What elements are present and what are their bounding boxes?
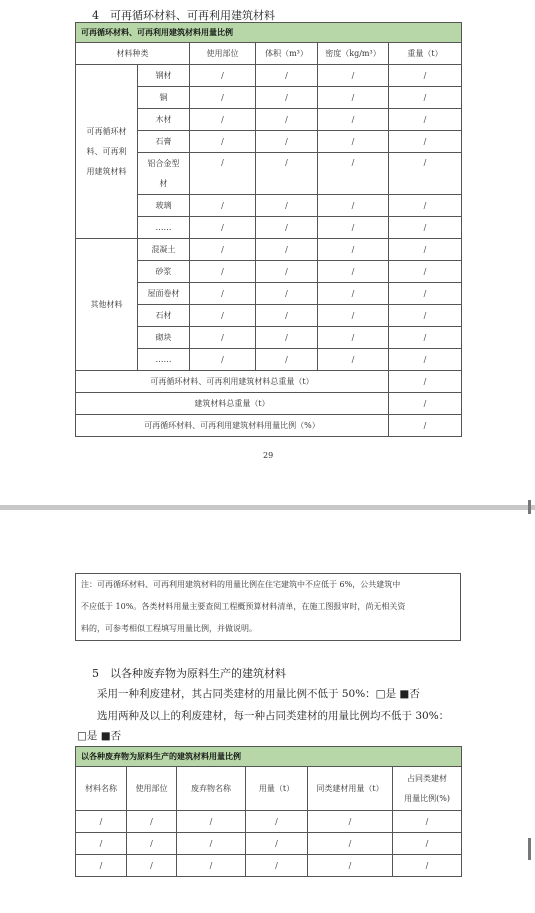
cell-weight: / [389, 305, 462, 327]
cell: / [76, 811, 127, 833]
material-name: 木材 [138, 109, 190, 131]
cell-summary-value: / [389, 393, 462, 415]
cell: / [127, 833, 177, 855]
cell-usage: / [190, 305, 256, 327]
cell-density: / [318, 65, 389, 87]
cell: / [177, 833, 246, 855]
cell: / [393, 811, 462, 833]
cell-usage: / [190, 217, 256, 239]
page-break-divider [0, 505, 535, 510]
cell-density: / [318, 261, 389, 283]
cell-summary-value: / [389, 415, 462, 437]
header-volume: 体积（m³） [256, 43, 318, 65]
header-density: 密度（kg/m³） [318, 43, 389, 65]
cell-volume: / [256, 283, 318, 305]
cell-density: / [318, 195, 389, 217]
cell: / [127, 811, 177, 833]
single-waste-material-question: 采用一种利废建材，其占同类建材的用量比例不低于 50%：□是 ■否 [97, 688, 420, 700]
cell-usage: / [190, 283, 256, 305]
cell: / [76, 833, 127, 855]
material-name: 石膏 [138, 131, 190, 153]
material-name: 石材 [138, 305, 190, 327]
header-usage-part: 使用部位 [190, 43, 256, 65]
cell-usage: / [190, 261, 256, 283]
cell-usage: / [190, 349, 256, 371]
page-number: 29 [263, 451, 274, 460]
material-name-line: 材 [159, 178, 168, 188]
material-name [138, 153, 190, 195]
cell-weight: / [389, 239, 462, 261]
cell-weight: / [389, 327, 462, 349]
cell-volume: / [256, 131, 318, 153]
cell-density: / [318, 217, 389, 239]
cell-density: / [318, 109, 389, 131]
cell-volume: / [256, 261, 318, 283]
cell-usage: / [190, 195, 256, 217]
material-name: 玻璃 [138, 195, 190, 217]
material-name: 砌块 [138, 327, 190, 349]
cell: / [246, 855, 308, 877]
material-name-line: 铝合金型 [147, 158, 180, 168]
note-box [75, 573, 461, 641]
cell-weight: / [389, 349, 462, 371]
cell: / [76, 855, 127, 877]
note-line: 注：可再循环材料、可再利用建筑材料的用量比例在住宅建筑中不应低于 6%，公共建筑中 [81, 580, 401, 589]
cell-usage: / [190, 131, 256, 153]
table-title: 可再循环材料、可再利用建筑材料用量比例 [76, 23, 462, 43]
header-waste-name: 废弃物名称 [177, 767, 246, 811]
cell-usage: / [190, 153, 256, 195]
material-name: …… [138, 349, 190, 371]
header-usage-part: 使用部位 [127, 767, 177, 811]
cell: / [393, 833, 462, 855]
header-ratio-line: 用量比例(%) [404, 793, 450, 803]
cell: / [308, 811, 393, 833]
cell-usage: / [190, 327, 256, 349]
cell-volume: / [256, 327, 318, 349]
section-title-4: 4 可再循环材料、可再利用建筑材料 [92, 9, 275, 22]
header-ratio [393, 767, 462, 811]
cell: / [177, 855, 246, 877]
cell-usage: / [190, 65, 256, 87]
note-line: 料的，可参考相似工程填写用量比例，并做说明。 [81, 624, 257, 633]
material-name: …… [138, 217, 190, 239]
cell-volume: / [256, 349, 318, 371]
cell-weight: / [389, 87, 462, 109]
cell-volume: / [256, 153, 318, 195]
cell-density: / [318, 153, 389, 195]
cell-weight: / [389, 65, 462, 87]
cell-volume: / [256, 217, 318, 239]
cell: / [246, 811, 308, 833]
header-ratio-line: 占同类建材 [407, 773, 448, 783]
cell-volume: / [256, 109, 318, 131]
cell-weight: / [389, 195, 462, 217]
header-amount: 用量（t） [246, 767, 308, 811]
cell-usage: / [190, 87, 256, 109]
table-title: 以各种废弃物为原料生产的建筑材料用量比例 [76, 747, 462, 767]
cell-density: / [318, 131, 389, 153]
group-label-recyclable [76, 65, 138, 239]
summary-total-weight: 建筑材料总重量（t） [76, 393, 389, 415]
summary-ratio: 可再循环材料、可再利用建筑材料用量比例（%） [76, 415, 389, 437]
cell-density: / [318, 87, 389, 109]
section-title-5: 5 以各种废弃物为原料生产的建筑材料 [92, 667, 286, 680]
cell-usage: / [190, 109, 256, 131]
cell: / [177, 811, 246, 833]
note-line: 不应低于 10%。各类材料用量主要查阅工程概预算材料清单，在施工图报审时，尚无相关资 [81, 602, 406, 611]
cell-volume: / [256, 239, 318, 261]
scrollbar-thumb-lower[interactable] [528, 838, 531, 860]
group-label-line: 用建筑材料 [86, 166, 127, 176]
material-name: 混凝土 [138, 239, 190, 261]
cell-density: / [318, 239, 389, 261]
cell-weight: / [389, 217, 462, 239]
header-material-name: 材料名称 [76, 767, 127, 811]
multiple-waste-material-question: 选用两种及以上的利废建材，每一种占同类建材的用量比例均不低于 30%： [97, 710, 450, 722]
material-name: 铜 [138, 87, 190, 109]
group-label-line: 可再循环材 [86, 126, 127, 136]
cell-summary-value: / [389, 371, 462, 393]
header-material-type: 材料种类 [76, 43, 190, 65]
cell: / [393, 855, 462, 877]
cell-weight: / [389, 283, 462, 305]
recycled-materials-table [75, 22, 462, 437]
cell-density: / [318, 349, 389, 371]
cell-volume: / [256, 87, 318, 109]
material-name: 钢材 [138, 65, 190, 87]
cell: / [308, 855, 393, 877]
cell-density: / [318, 283, 389, 305]
cell-volume: / [256, 65, 318, 87]
cell-volume: / [256, 195, 318, 217]
group-label-other: 其他材料 [76, 239, 138, 371]
cell: / [246, 833, 308, 855]
cell-density: / [318, 327, 389, 349]
cell-weight: / [389, 131, 462, 153]
scrollbar-thumb[interactable] [528, 500, 531, 514]
material-name: 砂浆 [138, 261, 190, 283]
group-label-line: 料、可再利 [86, 146, 127, 156]
material-name: 屋面卷材 [138, 283, 190, 305]
waste-materials-table [75, 746, 462, 877]
cell-usage: / [190, 239, 256, 261]
cell-weight: / [389, 261, 462, 283]
cell: / [308, 833, 393, 855]
cell-volume: / [256, 305, 318, 327]
multiple-waste-material-answer: □是 ■否 [77, 730, 122, 742]
summary-recyclable-weight: 可再循环材料、可再利用建筑材料总重量（t） [76, 371, 389, 393]
cell-density: / [318, 305, 389, 327]
cell: / [127, 855, 177, 877]
header-similar-amount: 同类建材用量（t） [308, 767, 393, 811]
cell-weight: / [389, 109, 462, 131]
header-weight: 重量（t） [389, 43, 462, 65]
cell-weight: / [389, 153, 462, 195]
